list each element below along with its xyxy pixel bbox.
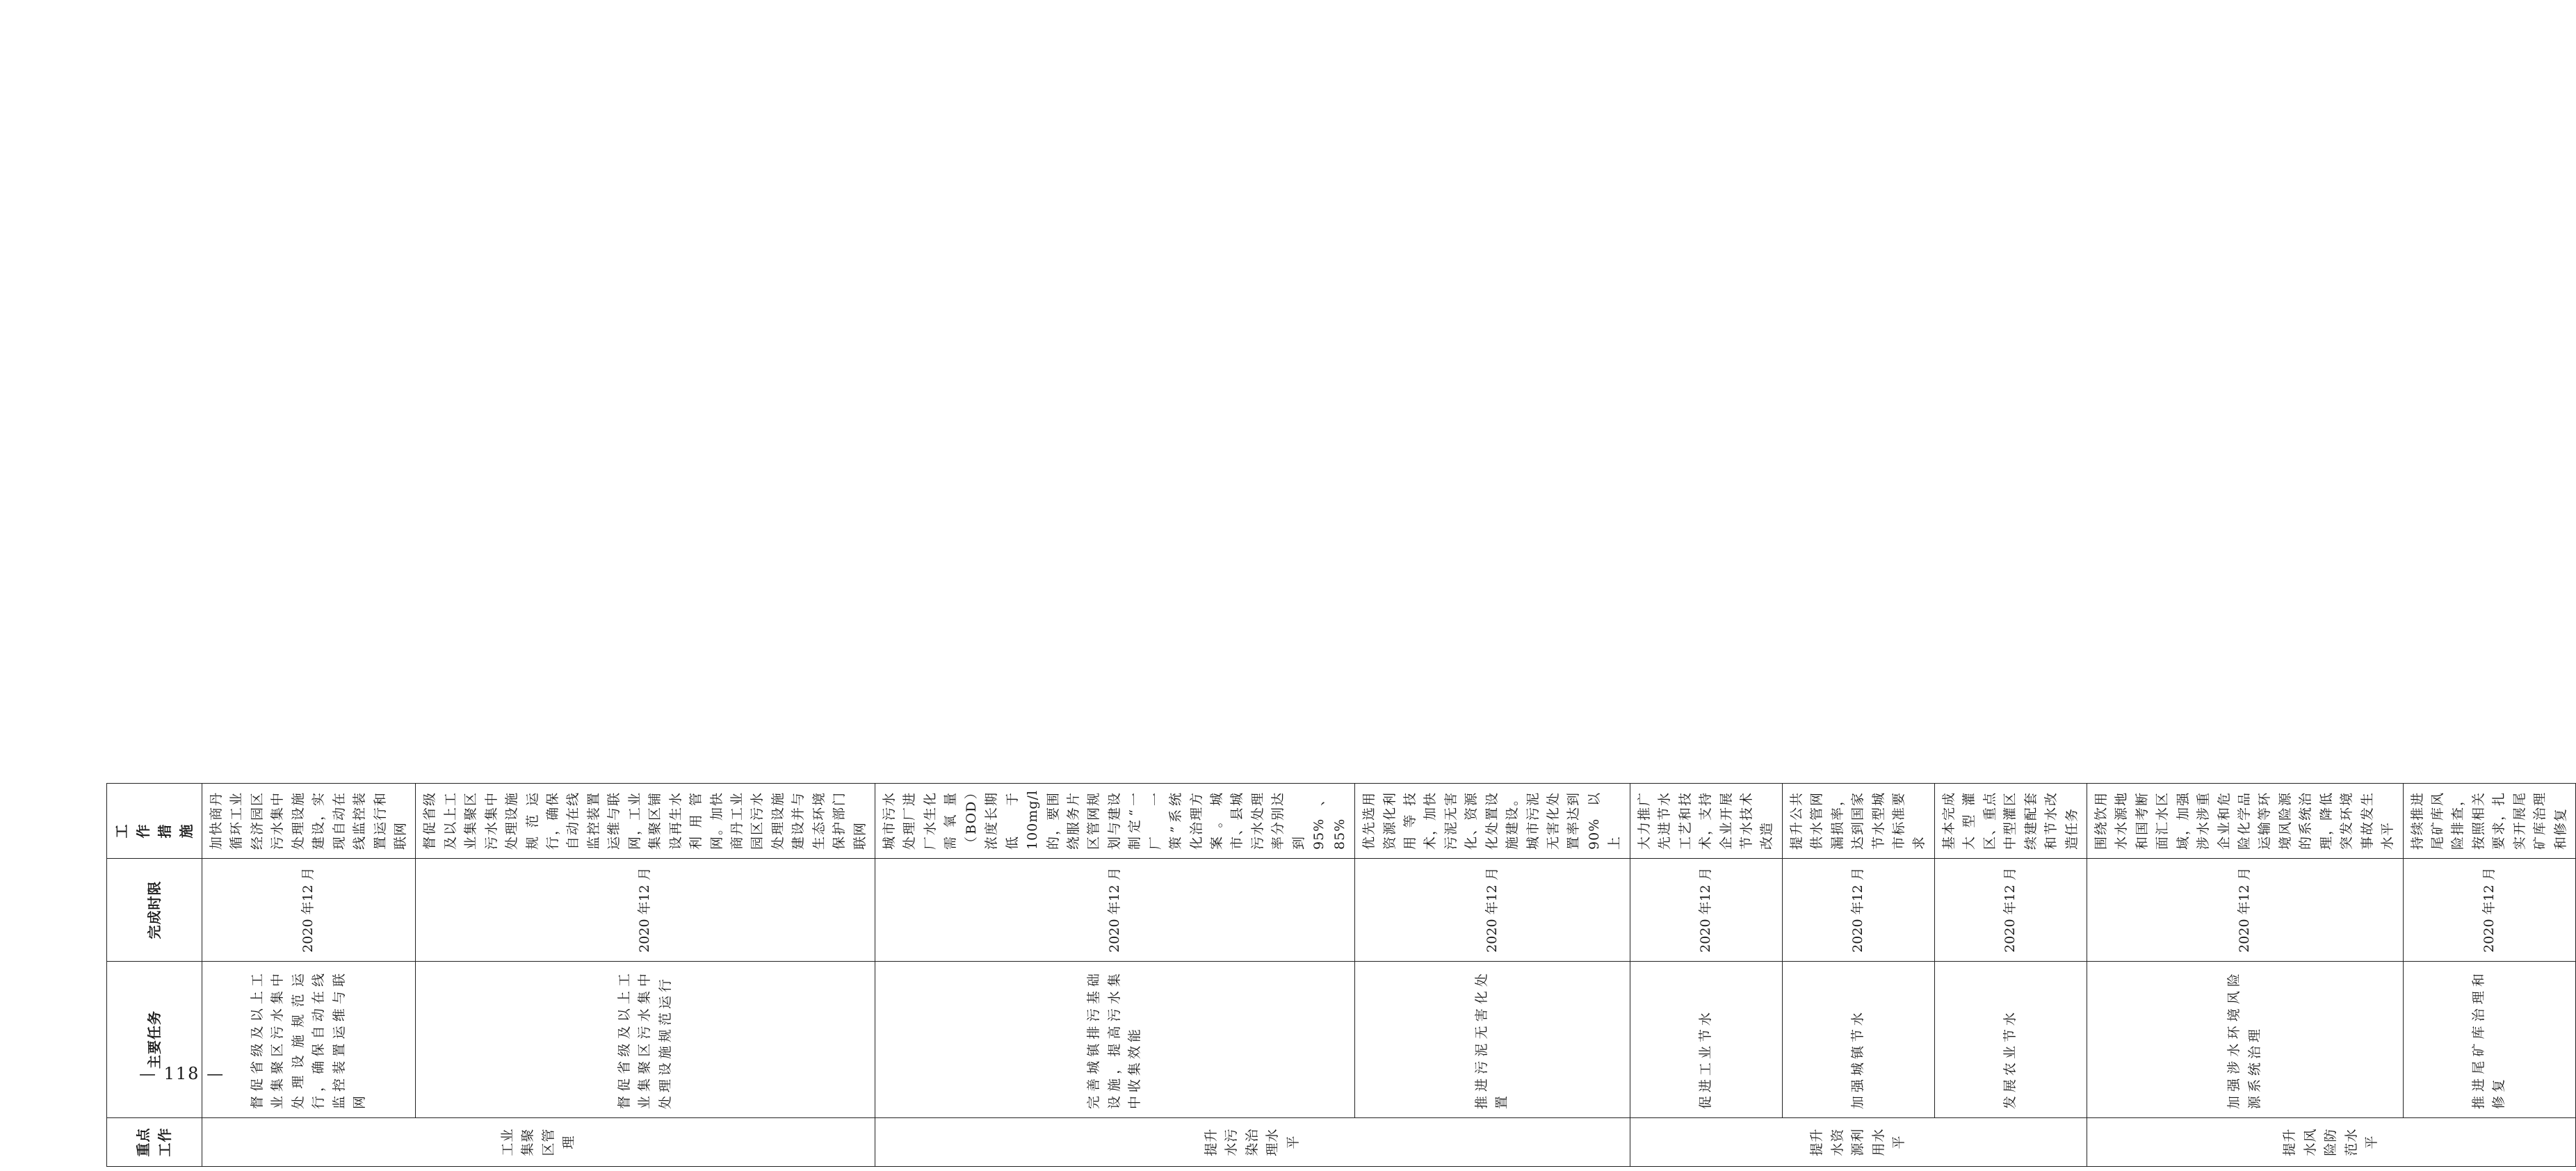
header-measures: 工 作 措 施 <box>107 784 202 859</box>
task-cell: 促进工业节水 <box>1630 962 1782 1118</box>
deadline-cell: 2020 年12 月 <box>416 859 875 962</box>
category-industrial: 工业集聚区管理 <box>202 1118 875 1167</box>
table-row <box>416 144 875 1167</box>
table-row <box>2403 144 2576 1167</box>
measure-cell: 大力推广先进节水工艺和技术，支持企业开展节水技术改造 <box>1630 784 1782 859</box>
header-deadline: 完成时限 <box>107 859 202 962</box>
measure-cell: 优先选用资源化利用等技术，加快污泥无害化、资源化处置设施建设。城市污泥无害化处置率达到90%以上 <box>1355 784 1630 859</box>
category-pollution: 提升水污染治理水平 <box>875 1118 1630 1167</box>
task-cell: 发展农业节水 <box>1934 962 2087 1118</box>
page-number: — 118 — <box>139 1064 225 1083</box>
table-row <box>1355 144 1630 1167</box>
deadline-cell: 2020 年12 月 <box>1782 859 1934 962</box>
deadline-cell: 2020 年12 月 <box>2403 859 2576 962</box>
category-risk: 提升水风险防范水平 <box>2087 1118 2575 1167</box>
measure-cell: 提升公共供水管网漏损率，达到国家节水型城市标准要求 <box>1782 784 1934 859</box>
measure-cell: 围绕饮用水水源地和国考断面汇水区域，加强涉水涉重企业和危险化学品运输等环境风险源的系统治理，降低突发环境事故发生水平 <box>2087 784 2403 859</box>
task-cell: 督促省级及以上工业集聚区污水集中处理设施规范运行，确保自动在线监控装置运维与联网 <box>202 962 416 1118</box>
rotated-table-container <box>106 143 2568 1167</box>
deadline-cell: 2020 年12 月 <box>1630 859 1782 962</box>
table-header-row <box>107 144 202 1167</box>
deadline-cell: 2020 年12 月 <box>875 859 1355 962</box>
measure-cell: 城市污水处理厂进厂水生化需氧量（BOD）浓度长期低于100mg/l的，要围绕服务片区管网规划与建设制定“一厂一策”系统化治理方案。城市、县城污水处理率分别达到95%、85% <box>875 784 1355 859</box>
task-cell: 加强涉水环境风险源系统治理 <box>2087 962 2403 1118</box>
measure-cell: 督促省级及以上工业集聚区污水集中处理设施规范运行，确保自动在线监控装置运维与联网，工业集聚区铺设再生水利用管网。加快商丹工业园区污水处理设施建设并与生态环境保护部门联网 <box>416 784 875 859</box>
header-main-task: 主要任务 <box>107 962 202 1118</box>
header-key-work: 重点工作 <box>107 1118 202 1167</box>
deadline-cell: 2020 年12 月 <box>1934 859 2087 962</box>
measure-cell: 基本完成大型灌区、重点中型灌区续建配套和节水改造任务 <box>1934 784 2087 859</box>
deadline-cell: 2020 年12 月 <box>1355 859 1630 962</box>
task-cell: 加强城镇节水 <box>1782 962 1934 1118</box>
table-row <box>202 144 416 1167</box>
task-cell: 督促省级及以上工业集聚区污水集中处理设施规范运行 <box>416 962 875 1118</box>
measure-cell: 加快商丹循环工业经济园区污水集中处理设施建设，实现自动在线监控装置运行和联网 <box>202 784 416 859</box>
deadline-cell: 2020 年12 月 <box>2087 859 2403 962</box>
table-row <box>1782 144 1934 1167</box>
task-cell: 完善城镇排污基础设施，提高污水集中收集效能 <box>875 962 1355 1118</box>
deadline-cell: 2020 年12 月 <box>202 859 416 962</box>
task-cell: 推进污泥无害化处置 <box>1355 962 1630 1118</box>
key-work-table <box>106 143 2576 1167</box>
measure-cell: 持续推进尾矿库风险排查，按照相关要求，扎实开展尾矿库治理和修复 <box>2403 784 2576 859</box>
table-row <box>2087 144 2403 1167</box>
table-row <box>1630 144 1782 1167</box>
table-row <box>875 144 1355 1167</box>
category-water-use: 提升水资源利用水平 <box>1630 1118 2087 1167</box>
task-cell: 推进尾矿库治理和修复 <box>2403 962 2576 1118</box>
table-row <box>1934 144 2087 1167</box>
